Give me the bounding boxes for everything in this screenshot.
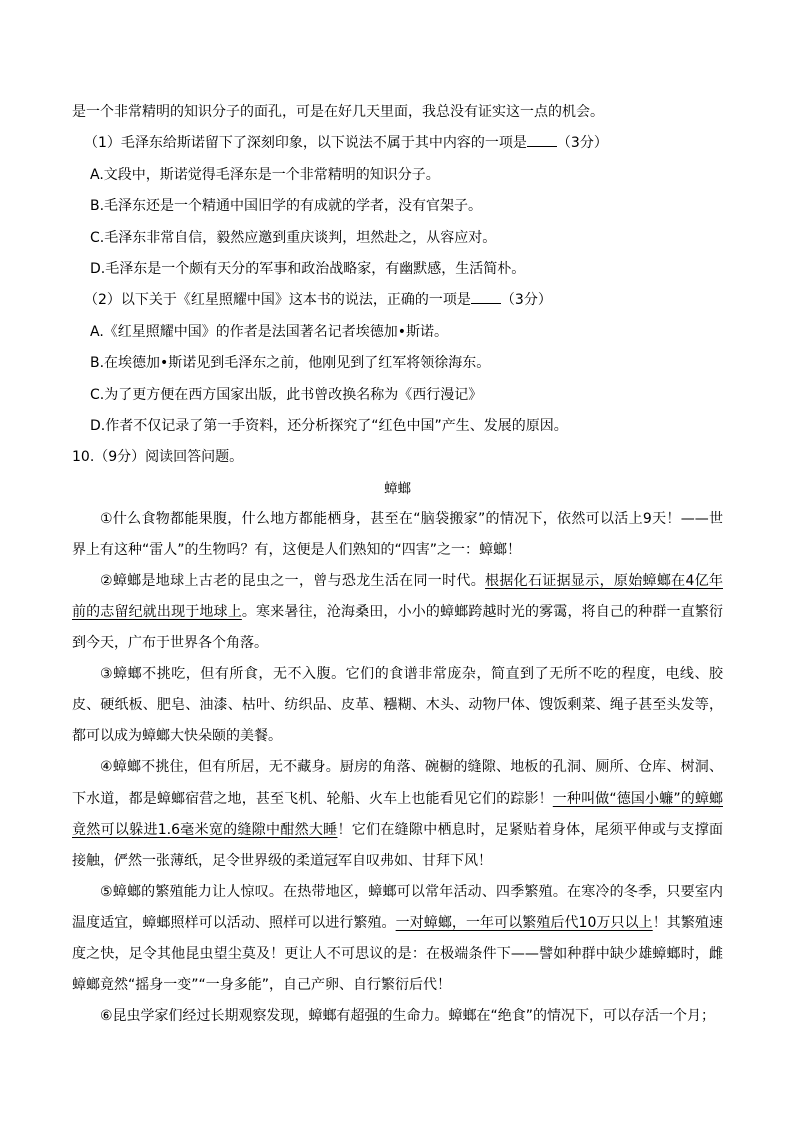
document-page (72, 97, 723, 1032)
article-paragraph (72, 752, 723, 876)
question-2 (72, 285, 723, 316)
option-a: A.文段中，斯诺觉得毛泽东是一个非常精明的知识分子。 (90, 166, 440, 183)
question-2-stem: （2）以下关于《红星照耀中国》这本书的说法，正确的一项是 (84, 292, 471, 309)
option-d: D.毛泽东是一个颇有天分的军事和政治战略家，有幽默感，生活简朴。 (90, 260, 526, 277)
article-body (72, 504, 723, 1033)
option-b: B.毛泽东还是一个精通中国旧学的有成就的学者，没有官架子。 (90, 198, 483, 215)
article-paragraph (72, 659, 723, 752)
question-1-stem: （1）毛泽东给斯诺留下了深刻印象，以下说法不属于其中内容的一项是 (84, 135, 527, 152)
option-a: A.《红星照耀中国》的作者是法国著名记者埃德加•斯诺。 (90, 323, 449, 340)
intro-line: 是一个非常精明的知识分子的面孔，可是在好几天里面，我总没有证实这一点的机会。 (72, 104, 604, 120)
underlined-sentence: 一种叫做“德国小蠊”的蟑螂竟然可以躲进1.6毫米宽的缝隙中酣然大睡 (72, 790, 723, 838)
paragraph-text: ③蟑螂不挑吃，但有所食，无不入腹。它们的食谱非常庞杂，简直到了无所不吃的程度，电线、胶皮、硬纸板、肥皂、油漆、枯叶、纺织品、皮革、糨糊、木头、动物尸体、馊饭剩菜、绳子甚至头发等，都可以成为蟑螂大快朵颐的美餐。 (72, 666, 723, 745)
option-b: B.在埃德加•斯诺见到毛泽东之前，他刚见到了红军将领徐海东。 (90, 355, 491, 372)
article-paragraph (72, 566, 723, 659)
article-paragraph (72, 1001, 723, 1032)
question-1 (72, 128, 723, 159)
question-10-heading: 10.（9分）阅读回答问题。 (72, 449, 244, 466)
article-paragraph (72, 504, 723, 566)
question-2-points: （3分） (500, 292, 552, 309)
paragraph-text: ！它们在缝隙中栖息时，足紧贴着身体，尾须平伸或与支撑面接触，俨然一张薄纸，足令世界级的柔道冠军自叹弗如、甘拜下风！ (72, 821, 724, 869)
question-1-points: （3分） (556, 135, 608, 152)
article-title: 蟑螂 (384, 480, 411, 497)
paragraph-text: 。寒来暑往，沧海桑田，小小的蟑螂跨越时光的雾霭，将自己的种群一直繁衍到今天，广布于世界各个角落。 (72, 603, 724, 652)
option-d: D.作者不仅记录了第一手资料，还分析探究了“红色中国”产生、发展的原因。 (90, 417, 568, 434)
option-c: C.为了更方便在西方国家出版，此书曾改换名称为《西行漫记》 (90, 386, 483, 403)
answer-blank (527, 134, 557, 147)
paragraph-text: ①什么食物都能果腹，什么地方都能栖身，甚至在“脑袋搬家”的情况下，依然可以活上9天！——世界上有这种“雷人”的生物吗？有，这便是人们熟知的“四害”之一：蟑螂！ (72, 510, 723, 558)
article-paragraph (72, 877, 723, 1001)
paragraph-text: ⑥昆虫学家们经过长期观察发现，蟑螂有超强的生命力。蟑螂在“绝食”的情况下，可以存活一个月； (100, 1008, 716, 1025)
underlined-sentence: 一对蟑螂，一年可以繁殖后代10万只以上 (395, 914, 653, 931)
paragraph-text: ⑤蟑螂的繁殖能力让人惊叹。在热带地区，蟑螂可以常年活动、四季繁殖。在寒冷的冬季，只要室内温度适宜，蟑螂照样可以活动、照样可以进行繁殖。 (72, 883, 723, 931)
underlined-sentence: 根据化石证据显示，原始蟑螂在4亿年前的志留纪就出现于地球上 (72, 572, 723, 620)
answer-blank (471, 291, 501, 304)
paragraph-text: ④蟑螂不挑住，但有所居，无不藏身。厨房的角落、碗橱的缝隙、地板的孔洞、厕所、仓库、树洞、下水道，都是蟑螂宿营之地，甚至飞机、轮船、火车上也能看见它们的踪影！ (72, 759, 723, 807)
option-c: C.毛泽东非常自信，毅然应邀到重庆谈判，坦然赴之，从容应对。 (90, 229, 497, 246)
paragraph-text: ②蟑螂是地球上古老的昆虫之一，曾与恐龙生活在同一时代。 (100, 572, 486, 589)
paragraph-text: ！其繁殖速度之快，足令其他昆虫望尘莫及！更让人不可思议的是：在极端条件下——譬如种群中缺少雄蟑螂时，雌蟑螂竟然“摇身一变”“一身多能”，自己产卵、自行繁衍后代！ (72, 914, 724, 994)
